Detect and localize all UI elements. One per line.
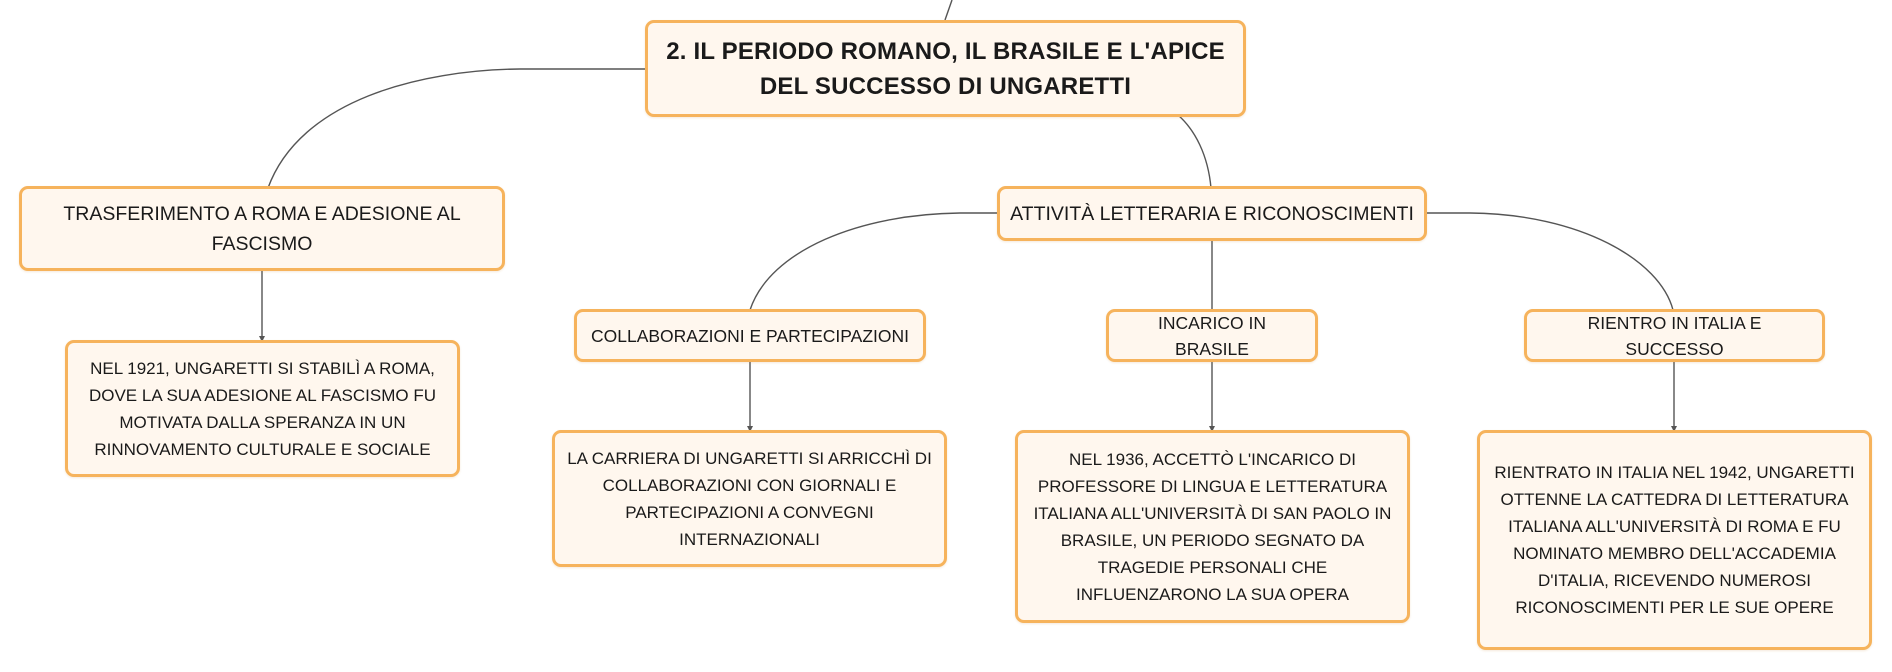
topic-node-left-label: TRASFERIMENTO A ROMA E ADESIONE AL FASCISMO	[63, 202, 461, 255]
subtopic-node-2[interactable]	[1106, 309, 1318, 362]
connector-right-topic-sub1	[750, 213, 997, 310]
detail-node-left[interactable]	[65, 340, 460, 477]
detail-node-1-text: LA CARRIERA DI UNGARETTI SI ARRICCHÌ DI COLLABORAZIONI CON GIORNALI E PARTECIPAZIONI A CONVEGNI INTERNAZIONALI	[567, 448, 932, 549]
topic-node-right[interactable]	[997, 186, 1427, 241]
detail-node-1[interactable]	[552, 430, 947, 567]
subtopic-node-1[interactable]	[574, 309, 926, 362]
detail-node-2[interactable]	[1015, 430, 1410, 623]
detail-node-left-text: NEL 1921, UNGARETTI SI STABILÌ A ROMA, DOVE LA SUA ADESIONE AL FASCISMO FU MOTIVATA DALLA SPERANZA IN UN RINNOVAMENTO CULTURALE E SOCIALE	[88, 358, 437, 459]
topic-node-right-label: ATTIVITÀ LETTERARIA E RICONOSCIMENTI	[1010, 202, 1414, 225]
detail-node-3-text: RIENTRATO IN ITALIA NEL 1942, UNGARETTI OTTENNE LA CATTEDRA DI LETTERATURA ITALIANA ALL'UNIVERSITÀ DI ROMA E FU NOMINATO MEMBRO DELL'ACCADEMIA D'ITALIA, RICEVENDO NUMEROSI RICONOSCIMENTI PER LE SUE OPERE	[1494, 463, 1855, 617]
detail-node-2-text: NEL 1936, ACCETTÒ L'INCARICO DI PROFESSORE DI LINGUA E LETTERATURA ITALIANA ALL'UNIVERSITÀ DI SAN PAOLO IN BRASILE, UN PERIODO SEGNATO DA TRAGEDIE PERSONALI CHE INFLUENZARONO LA SUA OPERA	[1033, 449, 1392, 604]
connector-right-topic-sub3	[1425, 213, 1673, 310]
connector-root-right-topic	[1178, 115, 1211, 188]
subtopic-node-3[interactable]	[1524, 309, 1825, 362]
detail-node-3[interactable]	[1477, 430, 1872, 650]
root-node[interactable]	[645, 20, 1246, 117]
subtopic-node-2-label: INCARICO IN BRASILE	[1158, 312, 1266, 359]
connector-root-parent	[945, 0, 952, 20]
topic-node-left[interactable]	[19, 186, 505, 271]
connector-root-left-topic	[268, 69, 646, 188]
subtopic-node-3-label: RIENTRO IN ITALIA E SUCCESSO	[1587, 312, 1762, 359]
root-node-label: 2. IL PERIODO ROMANO, IL BRASILE E L'APICE DEL SUCCESSO DI UNGARETTI	[666, 37, 1225, 100]
subtopic-node-1-label: COLLABORAZIONI E PARTECIPAZIONI	[591, 325, 909, 346]
